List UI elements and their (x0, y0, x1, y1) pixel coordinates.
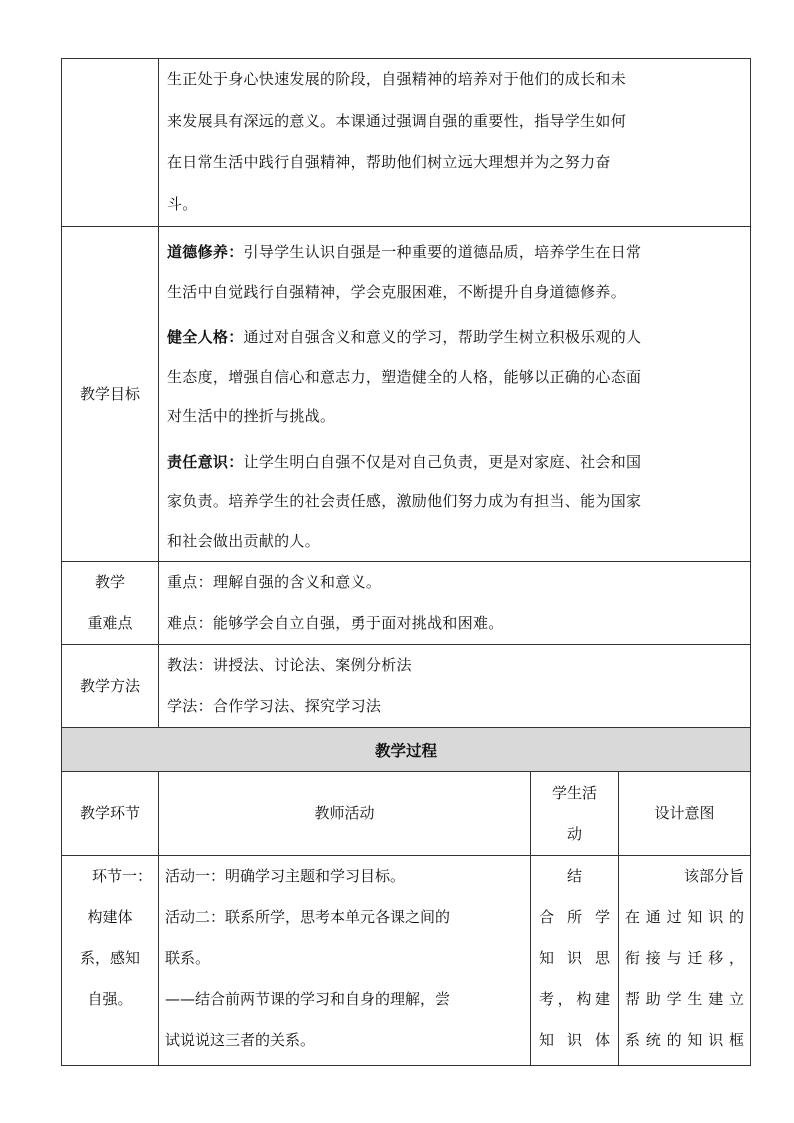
intro-label-cell (62, 59, 159, 227)
teacher-activity-line: 试说说这三者的关系。 (165, 1031, 316, 1049)
stage-line: 自强。 (87, 990, 133, 1008)
teacher-activity-line: 活动二：联系所学，思考本单元各课之间的 (165, 908, 451, 926)
objective-moral (167, 233, 744, 273)
student-activity-line: 知识思 (539, 949, 610, 967)
intent-line: 系统的知识框 (625, 1031, 745, 1049)
intro-row (62, 59, 751, 227)
objective-moral-line: 生活中自觉践行自强精神，学会克服困难，不断提升自身道德修养。 (167, 282, 627, 301)
teacher-activity-line: 活动一：明确学习主题和学习目标。 (165, 867, 406, 885)
methods-row (62, 645, 751, 728)
intro-line: 斗。 (167, 194, 198, 213)
intent-line: 在通过知识的 (625, 908, 745, 926)
objective-moral-text: 引导学生认识自强是一种重要的道德品质，培养学生在日常 (243, 243, 642, 261)
header-student (531, 772, 619, 856)
intro-line: 在日常生活中践行自强精神，帮助他们树立远大理想并为之努力奋 (167, 153, 611, 171)
key-points-content-cell (159, 562, 751, 645)
key-points-label-line: 教学 (94, 573, 125, 591)
objective-responsibility-title: 责任意识： (167, 452, 244, 471)
teacher-activity-line: 联系。 (165, 949, 211, 967)
student-activity-cell (531, 856, 619, 1066)
process-title-row (62, 728, 751, 772)
intent-line: 衔接与迁移， (625, 949, 745, 967)
key-points-label (62, 562, 159, 645)
student-activity-line: 结 (566, 867, 582, 885)
objective-responsibility-line: 家负责。培养学生的社会责任感，激励他们努力成为有担当、能为国家 (167, 492, 642, 510)
teacher-activity-line: ——结合前两节课的学习和自身的理解，尝 (165, 990, 451, 1008)
key-points-label-line: 重难点 (87, 614, 133, 632)
methods-label: 教学方法 (62, 645, 159, 728)
lesson-plan-sheet (61, 58, 750, 1066)
header-student-line: 动 (566, 824, 582, 843)
header-intent: 设计意图 (619, 772, 751, 856)
header-teacher: 教师活动 (159, 772, 531, 856)
process-header-row (62, 772, 751, 856)
objective-personality-title: 健全人格： (167, 328, 244, 346)
objective-responsibility-text: 让学生明白自强不仅是对自己负责，更是对家庭、社会和国 (243, 452, 642, 471)
objective-personality-text: 通过对自强含义和意义的学习，帮助学生树立积极乐观的人 (243, 328, 642, 346)
intent-line: 帮助学生建立 (625, 990, 745, 1008)
teaching-method-text: 教法：讲授法、讨论法、案例分析法 (167, 656, 412, 674)
header-stage: 教学环节 (62, 772, 159, 856)
stage-line: 构建体 (87, 908, 133, 926)
student-activity-line: 知识体 (539, 1031, 610, 1049)
process-row (62, 856, 751, 1066)
objective-responsibility-line: 和社会做出贡献的人。 (167, 531, 321, 550)
methods-content-cell (159, 645, 751, 728)
objective-personality-line: 对生活中的挫折与挑战。 (167, 407, 336, 425)
difficult-point-text: 难点：能够学会自立自强，勇于面对挑战和困难。 (167, 614, 504, 632)
intent-cell (619, 856, 751, 1066)
objectives-row (62, 227, 751, 562)
intent-line: 该部分旨 (684, 867, 745, 885)
objective-responsibility (167, 443, 744, 483)
intro-content-cell (159, 59, 751, 227)
learning-method-text: 学法：合作学习法、探究学习法 (167, 697, 382, 715)
objective-moral-title: 道德修养： (167, 243, 244, 261)
teacher-activity-cell (159, 856, 531, 1066)
process-title: 教学过程 (62, 728, 751, 772)
intro-line: 来发展具有深远的意义。本课通过强调自强的重要性，指导学生如何 (167, 111, 627, 130)
objective-personality-line: 生态度，增强自信心和意志力，塑造健全的人格，能够以正确的心态面 (167, 367, 642, 386)
header-student-line: 学生活 (551, 783, 597, 802)
intro-line: 生正处于身心快速发展的阶段，自强精神的培养对于他们的成长和未 (167, 70, 627, 88)
key-points-row (62, 562, 751, 645)
stage-line: 系，感知 (79, 949, 140, 967)
objective-personality (167, 318, 744, 358)
objectives-content-cell (159, 227, 751, 562)
key-point-text: 重点：理解自强的含义和意义。 (167, 573, 382, 591)
student-activity-line: 合所学 (539, 908, 610, 926)
lesson-plan-table (61, 58, 751, 1066)
stage-cell (62, 856, 159, 1066)
student-activity-line: 考，构建 (539, 990, 610, 1008)
objectives-label: 教学目标 (62, 227, 159, 562)
stage-line: 环节一： (91, 867, 152, 885)
